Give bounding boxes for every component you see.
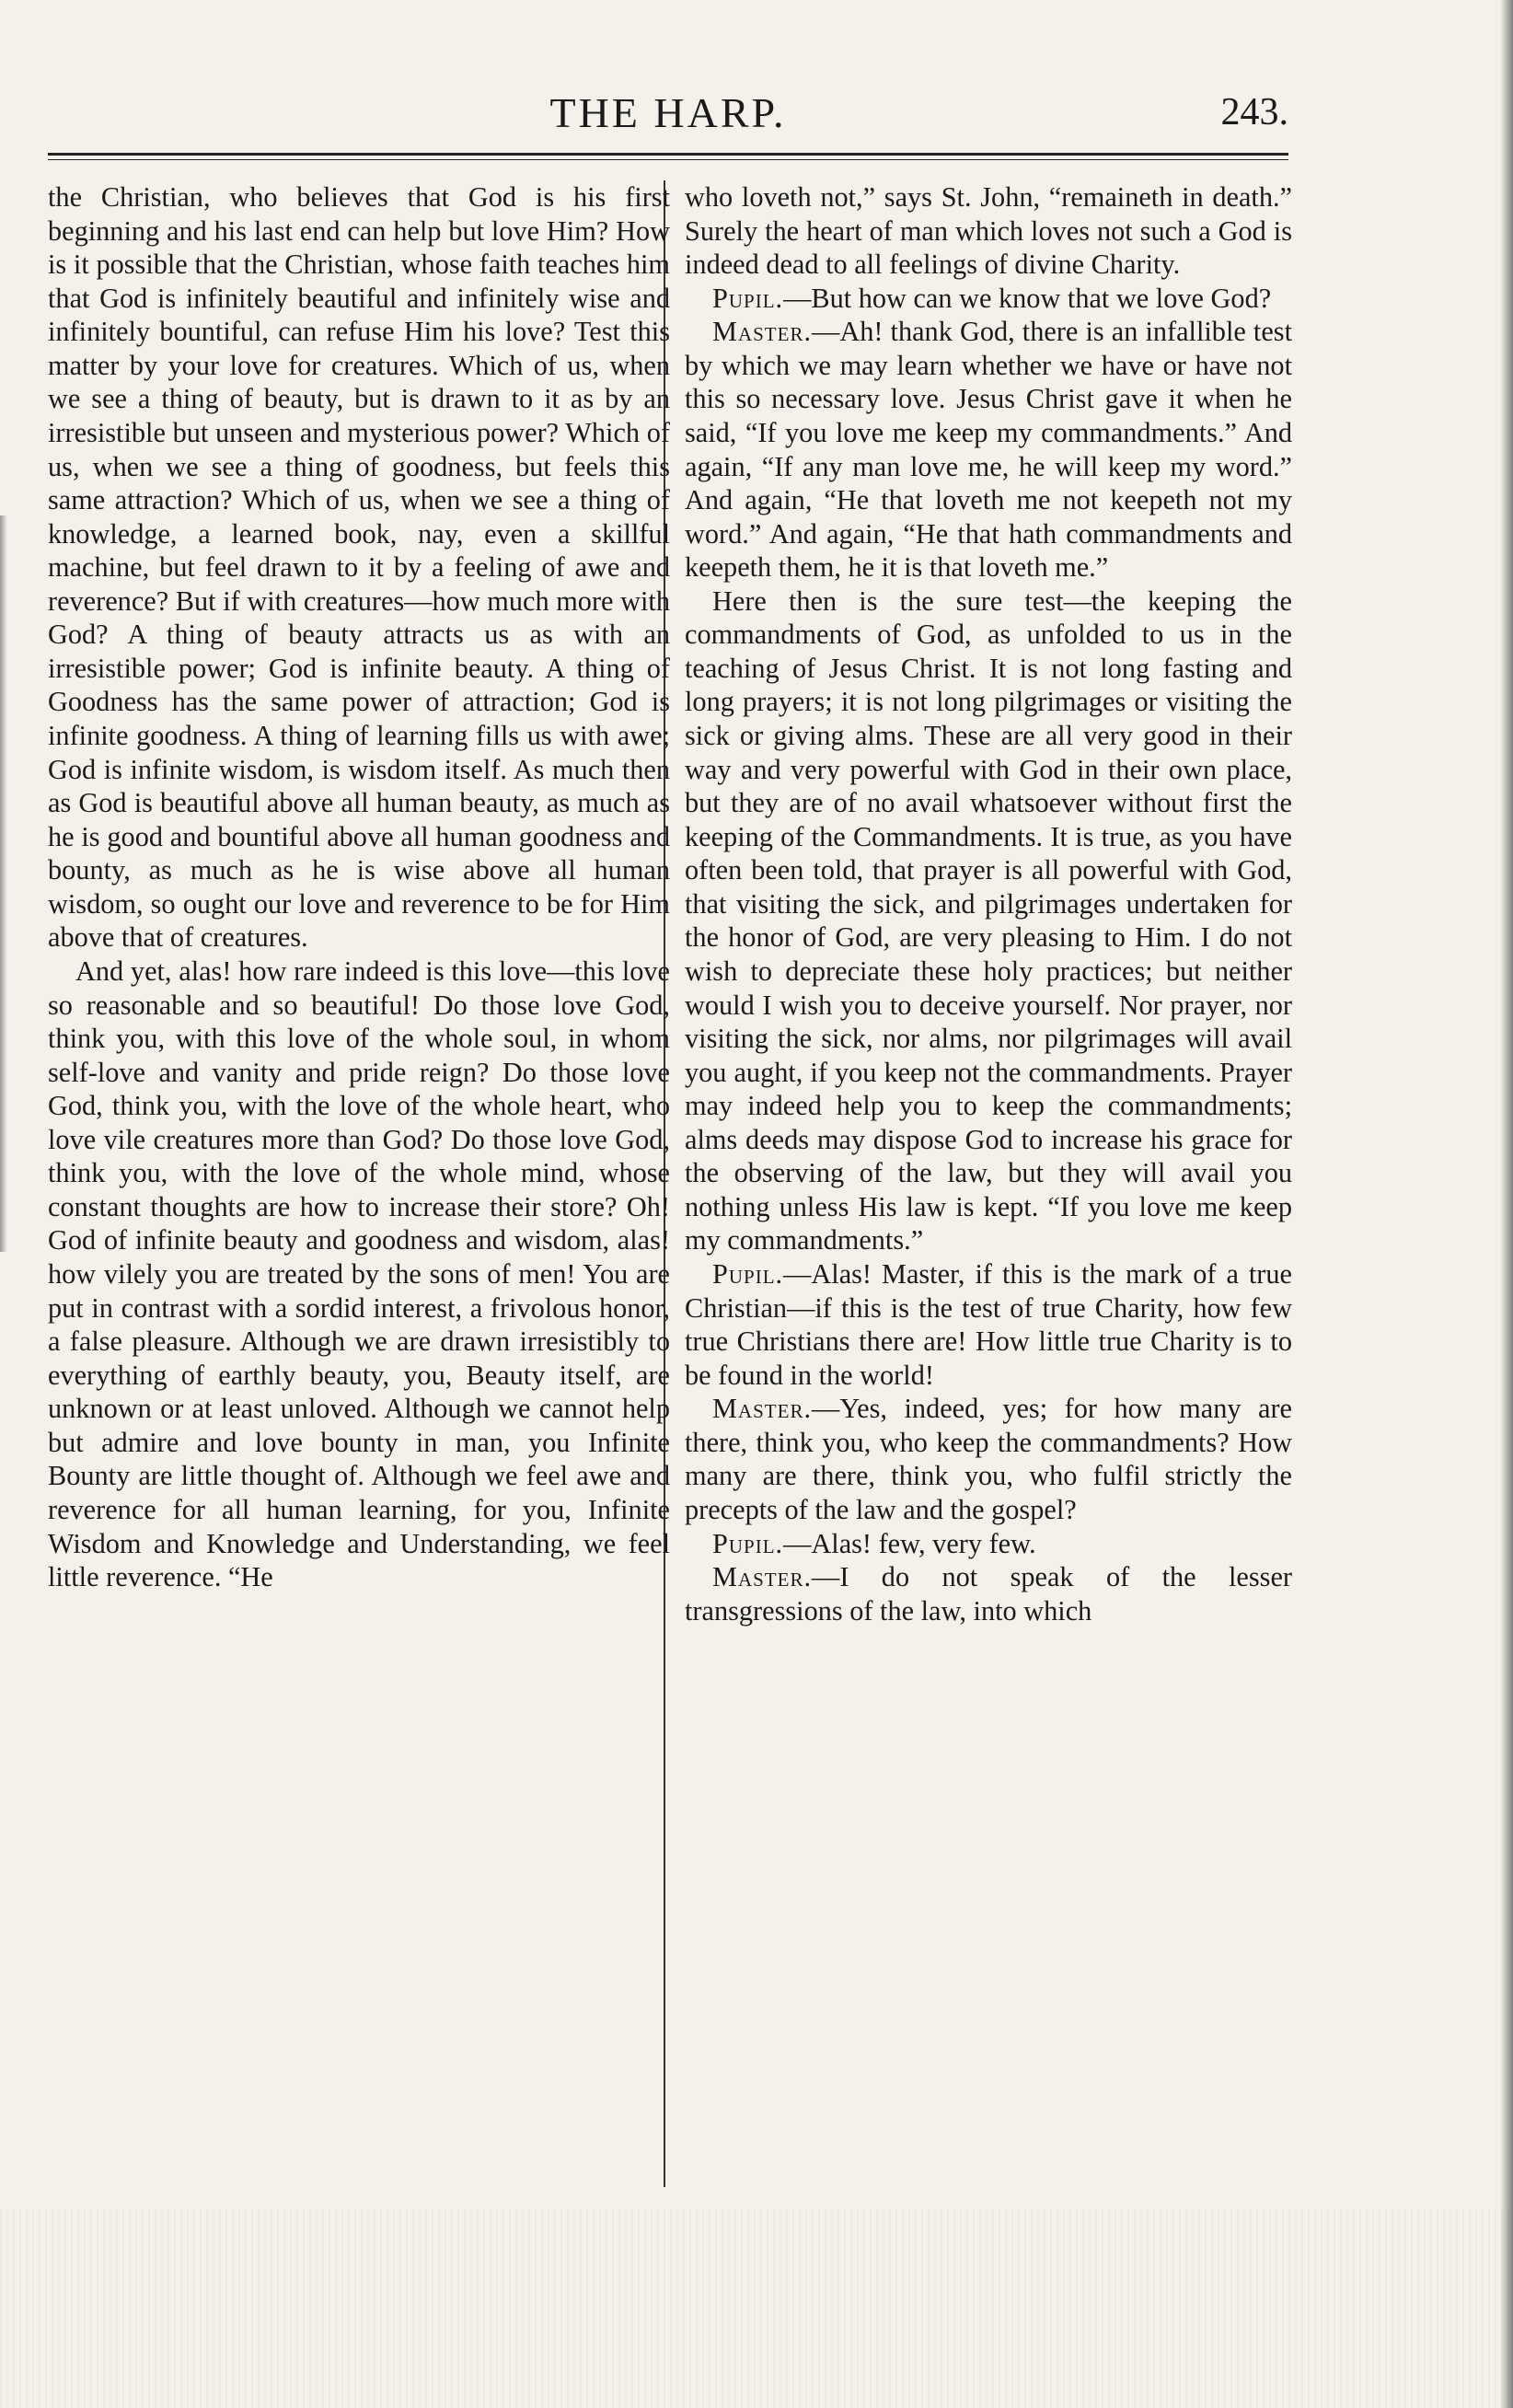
- paragraph: who loveth not,” says St. John, “remaineth in death.” Surely the heart of man which loves not such a God is indeed dead to all feelings of divine Charity.: [685, 181, 1292, 281]
- page-edge-shadow-right: [1500, 0, 1513, 2408]
- paper-grain-texture: [0, 2209, 1513, 2408]
- dialogue-text: —Yes, indeed, yes; for how many are there, think you, who keep the commandments? How many are there, think you, who fulfil strictly the precepts of the law and the gospel?: [685, 1393, 1292, 1525]
- running-head: [48, 85, 1288, 140]
- header-rule: [48, 153, 1288, 160]
- dialogue-text: —Alas! few, very few.: [783, 1527, 1036, 1559]
- speaker-label: Master.: [712, 1393, 813, 1425]
- dialogue-text: —I do not speak of the lesser transgressions of the law, into which: [685, 1561, 1292, 1627]
- right-column: [685, 180, 1292, 1627]
- dialogue-text: —But how can we know that we love God?: [783, 282, 1272, 314]
- dialogue-text: —Ah! thank God, there is an infallible test by which we may learn whether we have or have not this so necessary love. Jesus Christ gave it when he said, “If you love me keep my commandments.” And again, “If any man love me, he will keep my word.” And again, “He that loveth me not keepeth not my word.” And again, “He that hath commandments and keepeth them, he it is that loveth me.”: [685, 316, 1292, 584]
- dialogue-text: —Alas! Master, if this is the mark of a true Christian—if this is the test of true Charity, how few true Christians there are! How little true Charity is to be found in the world!: [685, 1258, 1292, 1391]
- dialogue-paragraph: [685, 1392, 1292, 1526]
- speaker-label: Master.: [712, 316, 813, 348]
- paragraph: Here then is the sure test—the keeping the commandments of God, as unfolded to us in the teaching of Jesus Christ. It is not long fasting and long prayers; it is not long pilgrimages or visiting the sick or giving alms. These are all very good in their way and very powerful with God in their own place, but they are of no avail whatsoever without first the keeping of the Commandments. It is true, as you have often been told, that prayer is all powerful with God, that visiting the sick, and pilgrimages undertaken for the honor of God, are very pleasing to Him. I do not wish to depreciate these holy practices; but neither would I wish you to deceive yourself. Nor prayer, nor visiting the sick, nor alms, nor pilgrimages will avail you aught, if you keep not the commandments. Prayer may indeed help you to keep the commandments; alms deeds may dispose God to increase his grace for the observing of the law, but they will avail you nothing unless His law is kept. “If you love me keep my commandments.”: [685, 585, 1292, 1256]
- dialogue-paragraph: [685, 1257, 1292, 1392]
- page-number: 243.: [1220, 91, 1288, 133]
- speaker-label: Pupil.: [712, 1527, 784, 1559]
- dialogue-paragraph: [685, 315, 1292, 585]
- speaker-label: Master.: [712, 1561, 813, 1593]
- dialogue-paragraph: [685, 1527, 1292, 1561]
- left-column: [48, 180, 670, 1594]
- page-edge-shadow-left: [0, 515, 7, 1252]
- dialogue-paragraph: [685, 282, 1292, 316]
- paragraph: And yet, alas! how rare indeed is this love—this love so reasonable and so beautiful! Do those love God, think you, with this love of the whole soul, in whom self-love and vanity and pride reign? Do those love God, think you, with the love of the whole heart, who love vile creatures more than God? Do those love God, think you, with the love of the whole mind, whose constant thoughts are how to increase their store? Oh! God of infinite beauty and goodness and wisdom, alas! how vilely you are treated by the sons of men! You are put in contrast with a sordid interest, a frivolous honor, a false pleasure. Although we are drawn irresistibly to everything of earthly beauty, you, Beauty itself, are unknown or at least unloved. Although we cannot help but admire and love bounty in man, you Infinite Bounty are little thought of. Although we feel awe and reverence for all human learning, for you, Infinite Wisdom and Knowledge and Understanding, we feel little reverence. “He: [48, 955, 670, 1593]
- running-title: THE HARP.: [549, 89, 787, 136]
- speaker-label: Pupil.: [712, 282, 784, 314]
- speaker-label: Pupil.: [712, 1258, 784, 1290]
- dialogue-paragraph: [685, 1560, 1292, 1627]
- paragraph: the Christian, who believes that God is his first beginning and his last end can help but love Him? How is it possible that the Christian, whose faith teaches him that God is infinitely beautiful and infinitely wise and infinitely bountiful, can refuse Him his love? Test this matter by your love for creatures. Which of us, when we see a thing of beauty, but is drawn to it as by an irresistible but unseen and mysterious power? Which of us, when we see a thing of goodness, but feels this same attraction? Which of us, when we see a thing of knowledge, a learned book, nay, even a skillful machine, but feel drawn to it by a feeling of awe and reverence? But if with creatures—how much more with God? A thing of beauty attracts us as with an irresistible power; God is infinite beauty. A thing of Goodness has the same power of attraction; God is infinite goodness. A thing of learning fills us with awe; God is infinite wisdom, is wisdom itself. As much then as God is beautiful above all human beauty, as much as he is good and bountiful above all human goodness and bounty, as much as he is wise above all human wisdom, so ought our love and reverence to be for Him above that of creatures.: [48, 181, 670, 954]
